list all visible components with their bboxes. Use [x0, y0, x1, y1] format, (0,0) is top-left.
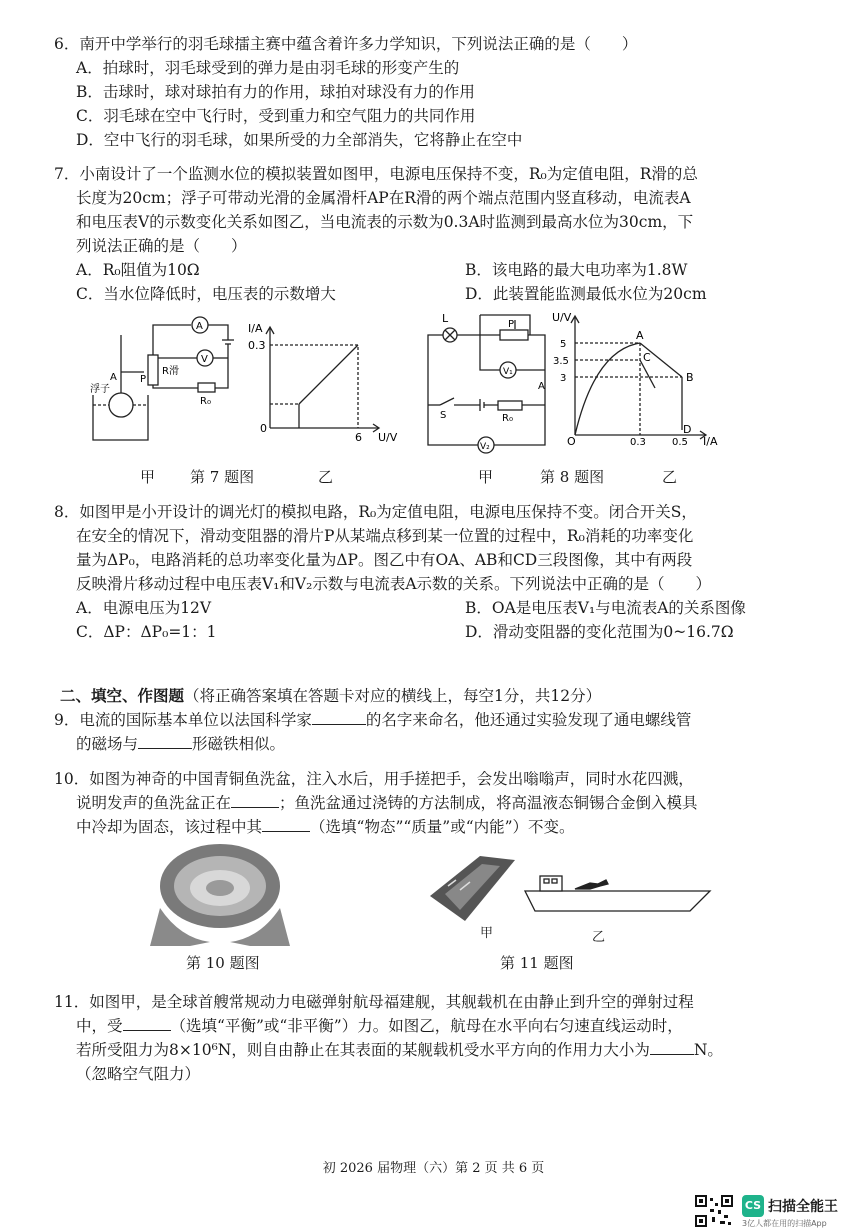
fig8-r0-icon: [498, 401, 522, 410]
section-2-note: （将正确答案填在答题卡对应的横线上，每空1分，共12分）: [184, 687, 602, 705]
fig8-ytick-5: 5: [560, 339, 567, 350]
q7-option-d: D．此装置能监测最低水位为20cm: [465, 285, 707, 303]
q8-option-a: A．电源电压为12V: [76, 599, 212, 617]
q7-line-3: 和电压表V的示数变化关系如图乙，当电流表的示数为0.3A时监测到最高水位为30cm，下: [76, 213, 694, 231]
fig7-xlabel: U/V: [378, 431, 398, 444]
fig8-lamp-label: L: [442, 312, 449, 325]
fig7-ylabel: I/A: [248, 322, 263, 335]
q10-line-1: 10．如图为神奇的中国青铜鱼洗盆，注入水后，用手搓把手，会发出嗡嗡声，同时水花四溅，: [54, 770, 694, 788]
slide-resistor: [148, 355, 158, 385]
fig8-point-b: B: [686, 371, 694, 384]
fig8-switch-label: S: [440, 410, 447, 421]
q8-line-2: 在安全的情况下，滑动变阻器的滑片P从某端点移到某一位置的过程中，R₀消耗的功率变化: [76, 527, 694, 545]
page-footer: 初 2026 届物理（六）第 2 页 共 6 页: [322, 1161, 545, 1176]
fig8-point-c: C: [643, 351, 651, 364]
camscanner-tagline: 3亿人都在用的扫描App: [742, 1219, 827, 1228]
q7-line-2: 长度为20cm；浮子可带动光滑的金属滑杆AP在R滑的两个端点范围内竖直移动，电流表A: [76, 189, 691, 207]
q9-part-3: 的磁场与: [76, 735, 139, 753]
q10-line-2a: 说明发声的鱼洗盆正在: [76, 794, 232, 812]
q7-line-1: 7．小南设计了一个监测水位的模拟装置如图甲，电源电压保持不变，R₀为定值电阻，R滑的总: [54, 165, 698, 183]
q11-line-3b: N。: [693, 1041, 723, 1059]
figure-7: [88, 310, 418, 460]
fig8-point-a: A: [636, 329, 644, 342]
question-11: [54, 990, 834, 1086]
q8-option-c: C．ΔP：ΔP₀=1：1: [76, 623, 217, 641]
fig11-jia-carrier: [430, 856, 515, 921]
q10-line-3a: 中冷却为固态，该过程中其: [76, 818, 263, 836]
rheostat-icon: [500, 330, 528, 340]
fig11-caption: 第 11 题图: [500, 954, 574, 972]
q9-part-2: 的名字来命名，他还通过实验发现了通电螺线管: [365, 711, 692, 729]
fig7-caption-title: 第 7 题图: [190, 468, 255, 486]
fig11-carrier-figures: [420, 846, 720, 926]
q9-blank-1: [312, 708, 366, 725]
fig8-p-label: P: [508, 319, 515, 330]
fig8-origin: O: [567, 435, 576, 448]
fig8-caption-title: 第 8 题图: [540, 468, 605, 486]
fig10-caption: 第 10 题图: [186, 954, 260, 972]
section-2-title: 二、填空、作图题: [60, 686, 185, 705]
q10-line-2b: ；鱼洗盆通过浇铸的方法制成，将高温液态铜锡合金倒入模具: [279, 794, 698, 812]
q11-blank-1: [123, 1014, 171, 1031]
q8-option-d: D．滑动变阻器的变化范围为0~16.7Ω: [465, 623, 734, 641]
fig7-circuit: [148, 317, 234, 392]
q7-line-4: 列说法正确的是（ ）: [76, 237, 247, 255]
q11-line-4: （忽略空气阻力）: [76, 1065, 201, 1083]
fig8-point-d: D: [683, 423, 692, 436]
camscanner-name: 扫描全能王: [768, 1199, 838, 1215]
q7-option-a: A．R₀阻值为10Ω: [76, 261, 200, 279]
q8-line-1: 8．如图甲是小开设计的调光灯的模拟电路，R₀为定值电阻，电源电压保持不变。闭合开关S，: [54, 503, 697, 521]
q9-part-1: 9．电流的国际基本单位以法国科学家: [54, 711, 312, 729]
fig8-v2-label: V₂: [480, 442, 490, 452]
fig7-graph: [266, 327, 379, 432]
fig11-caption-yi: 乙: [592, 930, 606, 945]
q11-line-1: 11．如图甲，是全球首艘常规动力电磁弹射航母福建舰，其舰载机在由静止到升空的弹射过程: [54, 993, 694, 1011]
fig7-ammeter-label: A: [196, 321, 203, 332]
q9-part-4: 形磁铁相似。: [192, 735, 286, 753]
fig8-ylabel: U/V: [552, 311, 572, 324]
fig8-ammeter-label: A: [538, 381, 545, 392]
camscanner-logo: CS: [742, 1195, 764, 1217]
q10-line-3b: （选填“物态”“质量”或“内能”）不变。: [310, 818, 575, 836]
q11-line-2b: （选填“平衡”或“非平衡”）力。如图乙，航母在水平向右匀速直线运动时，: [170, 1017, 683, 1035]
fig7-xtick: 6: [355, 431, 362, 444]
q9-blank-2: [138, 732, 192, 749]
fig8-r0-label: R₀: [502, 413, 513, 424]
q6-stem: 6．南开中学举行的羽毛球擂主赛中蕴含着许多力学知识，下列说法正确的是（ ）: [54, 35, 638, 53]
figure-8: [420, 305, 730, 455]
fig8-caption-jia: 甲: [478, 468, 494, 486]
fig8-ytick-3-5: 3.5: [553, 356, 569, 367]
q7-option-c: C．当水位降低时，电压表的示数增大: [76, 285, 336, 303]
fig7-origin: 0: [260, 422, 267, 435]
fig10-basin-photo: [150, 838, 290, 946]
fig7-p-label: P: [140, 374, 147, 385]
fig7-ytick: 0.3: [248, 339, 266, 352]
fig8-caption-yi: 乙: [662, 468, 678, 486]
q11-line-3a: 若所受阻力为8×10⁶N，则自由静止在其表面的某舰载机受水平方向的作用力大小为: [76, 1041, 650, 1059]
q6-option-b: B．击球时，球对球拍有力的作用，球拍对球没有力的作用: [76, 83, 475, 101]
fig8-v1-label: V₁: [503, 367, 513, 377]
fig7-a-label: A: [110, 372, 117, 383]
question-7: [54, 162, 834, 306]
q7-option-b: B．该电路的最大电功率为1.8W: [465, 261, 688, 279]
fig11-caption-jia: 甲: [480, 926, 494, 941]
fig7-caption-yi: 乙: [318, 468, 334, 486]
question-10: [54, 767, 834, 839]
q6-option-c: C．羽毛球在空中飞行时，受到重力和空气阻力的共同作用: [76, 107, 476, 125]
fig7-rslide-label: R滑: [162, 366, 179, 377]
fig11-yi-carrier: [525, 876, 710, 911]
q6-option-d: D．空中飞行的羽毛球，如果所受的力全部消失，它将静止在空中: [76, 131, 523, 149]
fig8-ytick-3: 3: [560, 373, 567, 384]
fig8-xlabel: I/A: [703, 435, 718, 448]
section-2-heading: [60, 684, 601, 706]
q6-option-a: A．拍球时，羽毛球受到的弹力是由羽毛球的形变产生的: [76, 59, 460, 77]
q8-option-b: B．OA是电压表V₁与电流表A的关系图像: [465, 599, 746, 617]
q11-blank-2: [650, 1038, 694, 1055]
question-6: [54, 32, 834, 152]
fig8-xtick-0-5: 0.5: [672, 437, 688, 448]
fig7-r0-label: R₀: [200, 396, 211, 407]
fig8-circuit: [428, 315, 545, 453]
fig7-float-label: 浮子: [90, 384, 110, 395]
q8-line-4: 反映滑片移动过程中电压表V₁和V₂示数与电流表A示数的关系。下列说法中正确的是（ ）: [76, 575, 712, 593]
q10-blank-1: [231, 791, 279, 808]
q8-line-3: 量为ΔP₀，电路消耗的总功率变化量为ΔP。图乙中有OA、AB和CD三段图像，其中有两段: [76, 551, 693, 569]
fig8-xtick-0-3: 0.3: [630, 437, 646, 448]
qr-code-icon: [695, 1195, 733, 1227]
fig7-caption-jia: 甲: [140, 468, 156, 486]
r0-resistor: [198, 383, 215, 392]
q11-line-2a: 中，受: [76, 1017, 123, 1035]
question-9: [54, 708, 834, 756]
q10-blank-2: [262, 815, 310, 832]
question-8: [54, 500, 834, 644]
fig7-voltmeter-label: V: [201, 354, 208, 365]
